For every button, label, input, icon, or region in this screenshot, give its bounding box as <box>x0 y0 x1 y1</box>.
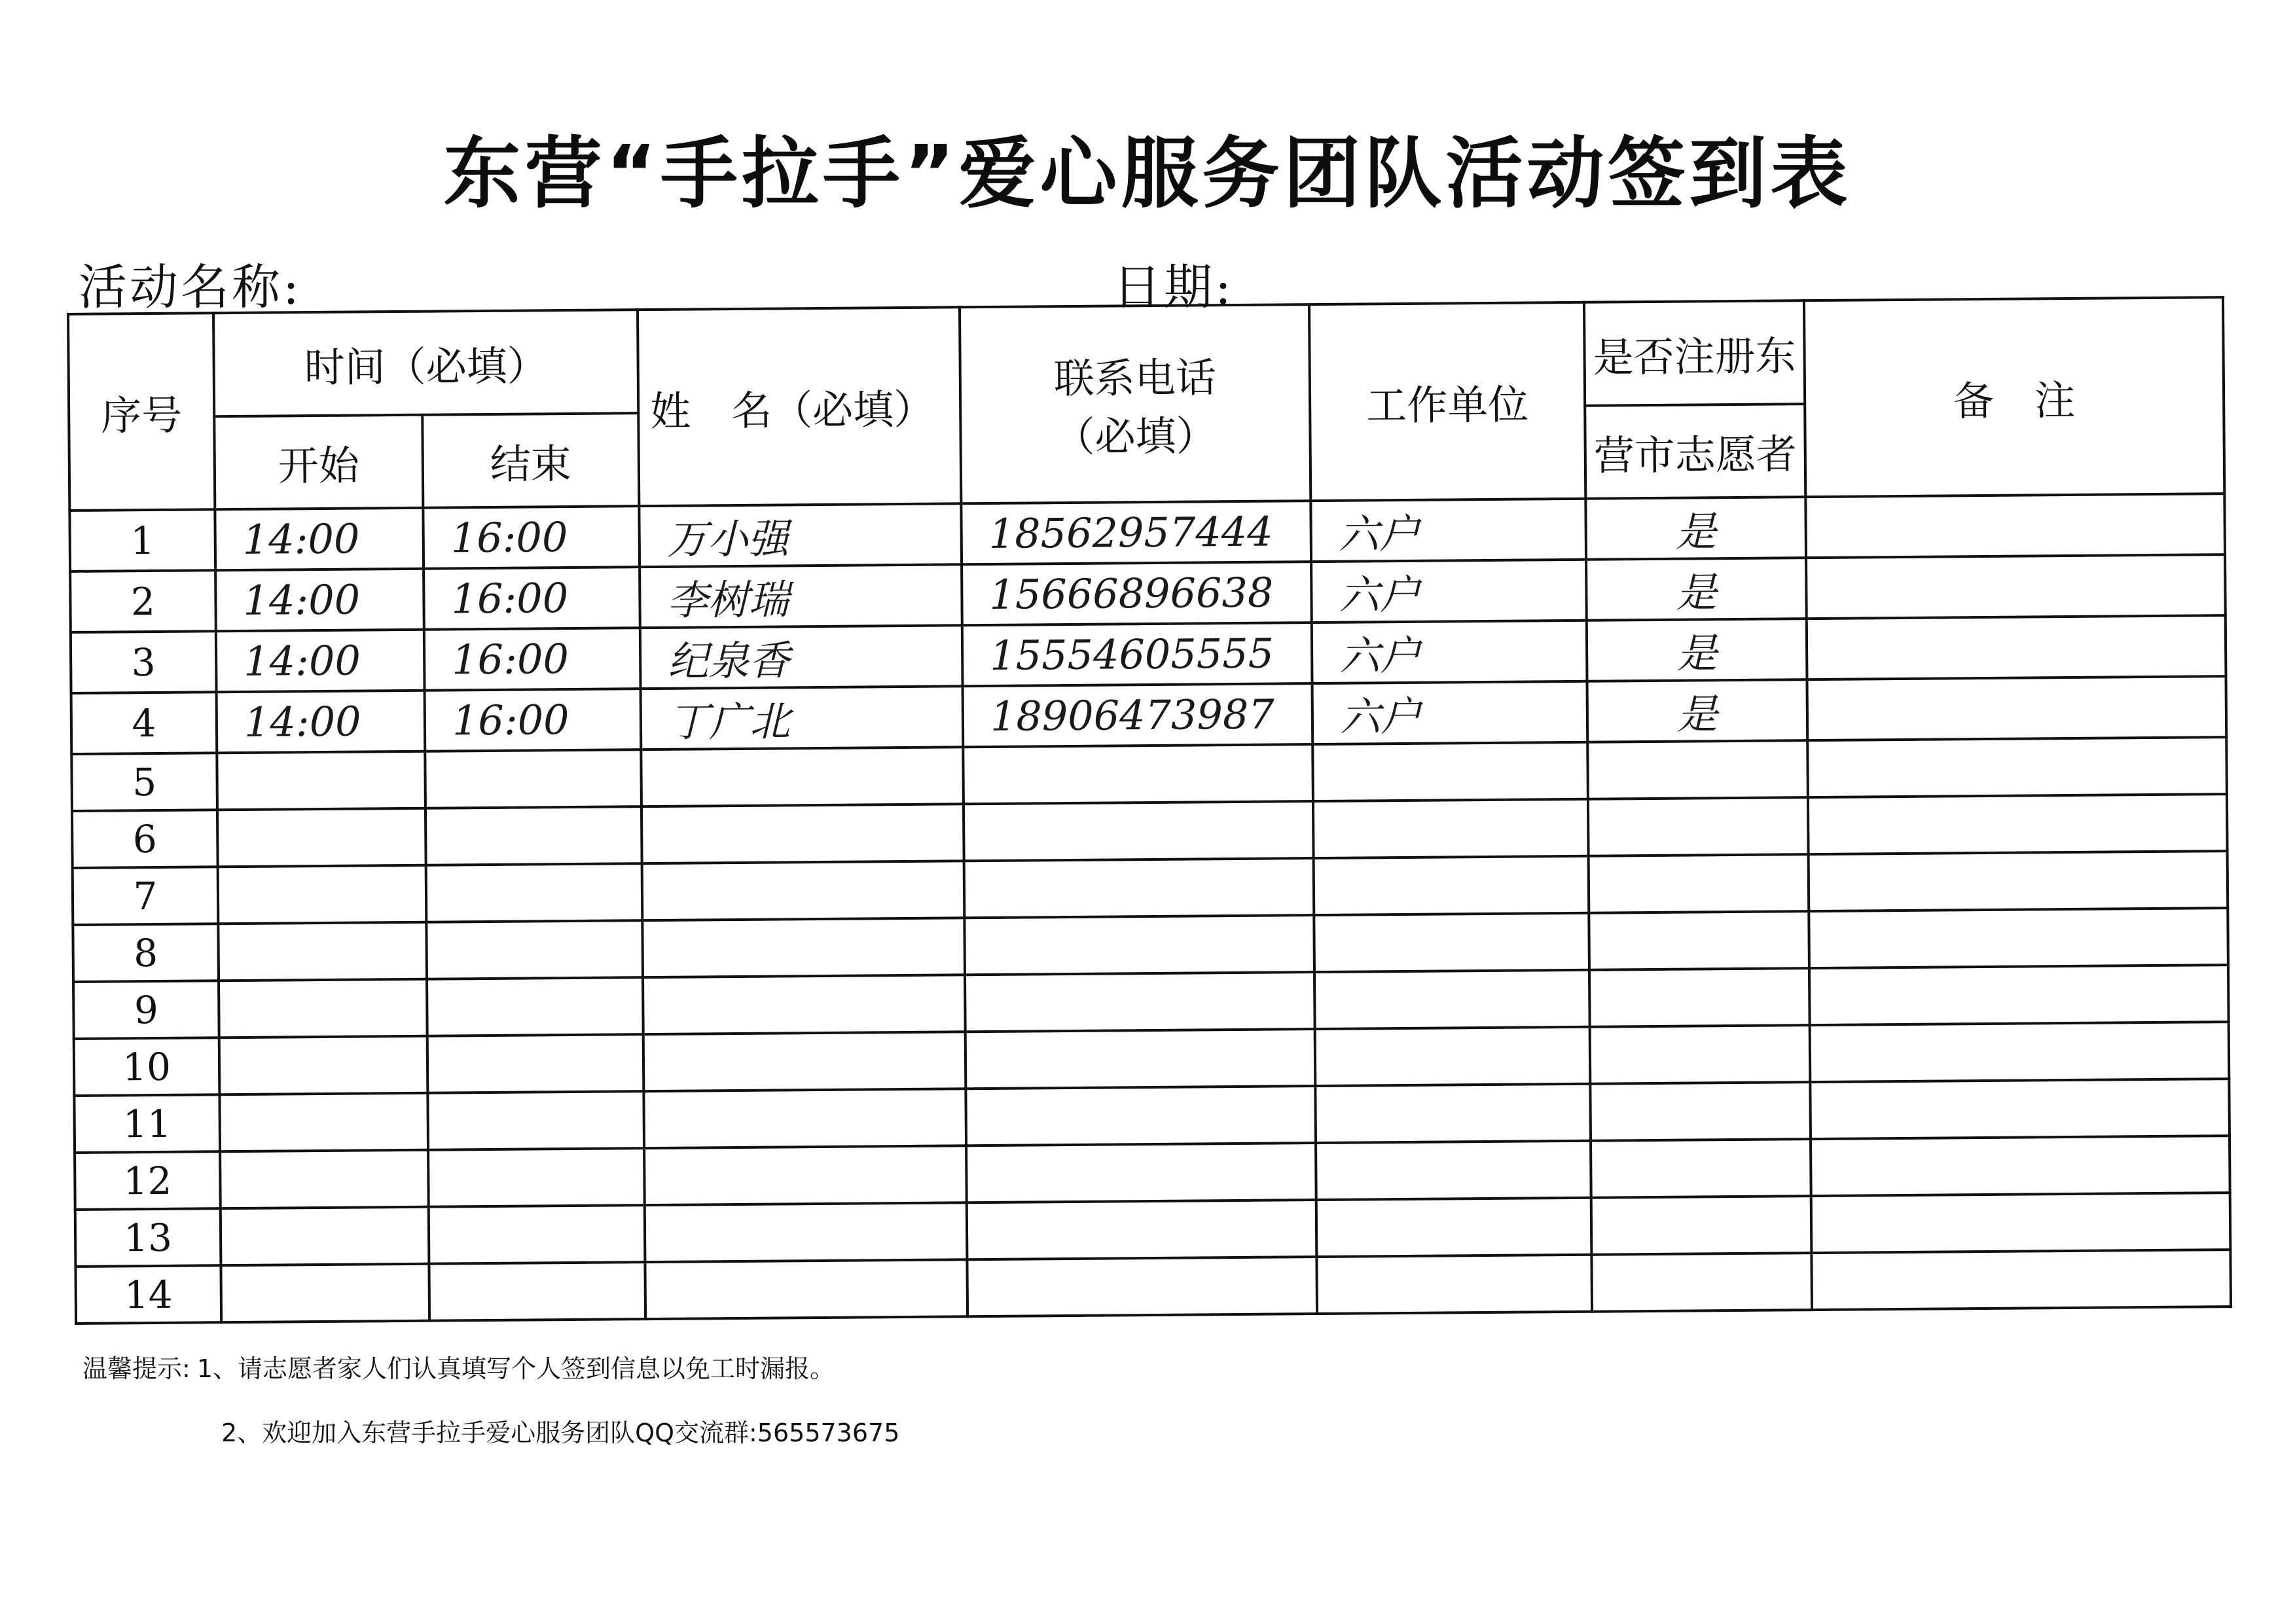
cell-remark <box>1807 676 2226 740</box>
cell-phone: 15554605555 <box>962 623 1312 686</box>
row-number: 9 <box>73 981 219 1039</box>
header-seq: 序号 <box>68 313 215 511</box>
row-number: 3 <box>71 631 217 693</box>
cell-remark <box>1811 1193 2231 1253</box>
cell-remark <box>1810 1079 2230 1139</box>
cell-remark <box>1809 965 2229 1025</box>
cell-end-time: 16:00 <box>424 628 641 691</box>
cell-phone <box>966 1029 1316 1089</box>
cell-phone <box>964 915 1314 975</box>
cell-end-time <box>426 863 643 922</box>
header-registered-line1: 是否注册东 <box>1584 300 1805 406</box>
cell-remark <box>1810 1022 2230 1082</box>
cell-work-unit: 六户 <box>1312 681 1588 744</box>
cell-start-time: 14:00 <box>216 630 425 692</box>
cell-start-time <box>219 1093 428 1151</box>
cell-start-time: 14:00 <box>217 691 425 753</box>
cell-registered <box>1589 968 1810 1027</box>
cell-work-unit <box>1312 742 1588 801</box>
cell-registered <box>1587 740 1808 799</box>
header-phone <box>960 304 1310 503</box>
table-body <box>69 494 2231 1324</box>
row-number: 1 <box>69 509 215 571</box>
header-time: 时间（必填） <box>213 310 638 416</box>
cell-start-time: 14:00 <box>215 569 424 631</box>
row-number: 2 <box>70 570 216 632</box>
header-phone-line1: 联系电话 <box>1053 353 1217 403</box>
row-number: 6 <box>72 810 218 868</box>
cell-name: 李树瑞 <box>640 564 962 628</box>
cell-name <box>644 1146 967 1205</box>
cell-phone <box>965 972 1315 1032</box>
cell-remark <box>1807 615 2226 679</box>
cell-registered <box>1591 1253 1812 1312</box>
tip-1-text: 1、请志愿者家人们认真填写个人签到信息以免工时漏报。 <box>196 1354 835 1383</box>
cell-remark <box>1806 554 2226 619</box>
tip-line-1 <box>82 1348 835 1384</box>
header-registered-line2: 营市志愿者 <box>1585 404 1805 499</box>
cell-name <box>645 1259 967 1319</box>
cell-start-time <box>218 865 427 924</box>
cell-start-time <box>217 808 426 867</box>
cell-start-time <box>217 751 425 810</box>
sign-in-table <box>67 296 2232 1325</box>
cell-remark <box>1808 794 2228 854</box>
cell-name <box>641 747 964 806</box>
header-work-unit: 工作单位 <box>1309 302 1585 501</box>
cell-end-time <box>427 1091 644 1150</box>
row-number: 12 <box>75 1151 221 1210</box>
cell-registered <box>1590 1082 1811 1141</box>
cell-end-time <box>425 806 642 865</box>
cell-start-time: 14:00 <box>215 508 424 570</box>
cell-registered: 是 <box>1587 619 1807 681</box>
cell-start-time <box>221 1264 429 1322</box>
row-number: 10 <box>74 1038 220 1096</box>
cell-remark <box>1805 494 2225 558</box>
cell-start-time <box>220 1150 429 1208</box>
cell-start-time <box>219 979 427 1038</box>
cell-remark <box>1811 1250 2231 1310</box>
cell-remark <box>1807 737 2227 797</box>
cell-end-time: 16:00 <box>425 689 642 751</box>
cell-end-time <box>427 977 643 1036</box>
cell-phone <box>967 1200 1317 1259</box>
cell-end-time: 16:00 <box>424 567 640 630</box>
cell-registered: 是 <box>1585 497 1806 560</box>
header-phone-line2: （必填） <box>1054 412 1217 461</box>
row-number: 13 <box>75 1208 221 1267</box>
cell-registered <box>1589 911 1809 970</box>
cell-remark <box>1809 908 2228 968</box>
cell-registered <box>1588 797 1809 856</box>
cell-work-unit <box>1315 1084 1591 1143</box>
cell-name: 纪泉香 <box>640 625 963 689</box>
cell-phone <box>966 1143 1316 1202</box>
row-number: 7 <box>73 867 219 925</box>
cell-work-unit <box>1314 970 1590 1029</box>
cell-end-time <box>428 1148 645 1207</box>
cell-name <box>642 861 965 920</box>
form-title: 东营“手拉手”爱心服务团队活动签到表 <box>443 128 1852 219</box>
cell-work-unit <box>1314 913 1589 972</box>
header-remarks: 备 注 <box>1804 297 2224 497</box>
cell-phone <box>964 858 1314 918</box>
activity-name-label: 活动名称: <box>79 259 302 316</box>
cell-phone <box>964 801 1314 861</box>
cell-end-time <box>427 1034 644 1093</box>
cell-registered: 是 <box>1586 558 1807 621</box>
cell-start-time <box>219 1036 428 1094</box>
cell-name <box>643 1089 966 1148</box>
cell-remark <box>1809 851 2228 911</box>
cell-registered <box>1591 1196 1812 1255</box>
cell-work-unit: 六户 <box>1310 499 1586 562</box>
cell-work-unit <box>1316 1255 1592 1314</box>
cell-end-time <box>429 1205 645 1264</box>
tips-label: 温馨提示: <box>82 1354 190 1383</box>
cell-work-unit <box>1314 856 1589 915</box>
row-number: 11 <box>74 1094 220 1153</box>
cell-name <box>643 1032 966 1091</box>
cell-registered <box>1589 854 1809 913</box>
row-number: 8 <box>73 924 219 982</box>
cell-start-time <box>218 922 427 981</box>
cell-name <box>643 975 966 1034</box>
header-name: 姓 名（必填） <box>638 307 961 506</box>
cell-end-time <box>429 1262 645 1321</box>
cell-work-unit <box>1316 1141 1591 1200</box>
cell-name <box>642 918 965 977</box>
cell-remark <box>1811 1136 2230 1196</box>
cell-phone: 18562957444 <box>961 501 1311 564</box>
cell-registered <box>1591 1139 1811 1198</box>
cell-work-unit <box>1313 799 1589 858</box>
cell-name: 万小强 <box>639 503 962 567</box>
cell-start-time <box>221 1207 429 1265</box>
header-start: 开始 <box>214 415 423 509</box>
cell-phone <box>966 1086 1316 1146</box>
cell-phone <box>963 744 1313 804</box>
row-number: 5 <box>71 753 217 811</box>
date-label: 日期: <box>1113 259 1234 316</box>
cell-work-unit: 六户 <box>1311 560 1587 623</box>
cell-name: 丁广北 <box>641 686 964 749</box>
header-end: 结束 <box>422 413 639 508</box>
row-number: 4 <box>71 692 217 754</box>
cell-work-unit <box>1315 1027 1591 1086</box>
cell-end-time: 16:00 <box>423 506 640 569</box>
cell-end-time <box>426 920 643 979</box>
cell-name <box>642 804 964 863</box>
cell-work-unit: 六户 <box>1312 621 1587 683</box>
cell-phone <box>967 1257 1317 1316</box>
cell-phone: 15666896638 <box>962 562 1312 625</box>
cell-name <box>645 1202 967 1262</box>
row-number: 14 <box>75 1265 221 1324</box>
cell-phone: 18906473987 <box>963 683 1313 747</box>
cell-registered: 是 <box>1587 679 1808 742</box>
cell-work-unit <box>1316 1198 1592 1257</box>
tip-line-2: 2、欢迎加入东营手拉手爱心服务团队QQ交流群:565573675 <box>221 1418 900 1447</box>
cell-registered <box>1590 1025 1811 1084</box>
cell-end-time <box>425 749 642 808</box>
